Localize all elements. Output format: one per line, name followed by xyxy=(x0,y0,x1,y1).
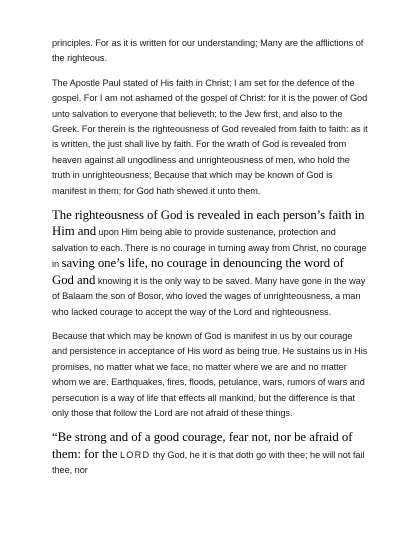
paragraph-1: principles. For as it is written for our understanding; Many are the afflictions of the righteous. xyxy=(52,38,364,64)
paragraph-2: The Apostle Paul stated of His faith in Christ; I am set for the defence of the gospel. For I am not ashamed of the gospel of Christ: for it is the power of God unto salvation to everyone that believeth; to the Jew first, and also to the Greek. For therein is the righteousness of God revealed from faith to faith: as it is written, the just shall live by faith. For the wrath of God is revealed from heaven against all ungodliness and unrighteousness of men, who hold the truth in unrighteousness; Because that which may be known of God is manifest in them; for God hath shewed it unto them. xyxy=(52,77,368,196)
paragraph-3-lead: The righteousness of God is revealed in each person’s faith in Him and xyxy=(52,208,365,239)
scripture-quote-tail: thy God, he it is that doth go with thee; he will not fail thee, nor xyxy=(52,449,365,476)
paragraph-3-body: upon Him being able to provide sustenance, protection and salvation to each. There is no courage in turning away from Christ, no courage in xyxy=(52,227,367,270)
scripture-lord: LORD xyxy=(119,449,151,460)
scripture-quote-lead: “Be strong and of a good courage, fear not, nor be afraid of them: for the xyxy=(52,430,353,461)
paragraph-3-tail: knowing it is the only way to be saved. Many have gone in the way of Balaam the son of Bosor, who loved the wages of unrighteousness, a man who lacked courage to accept the way of the Lord and righteousness. xyxy=(52,275,366,317)
paragraph-3 xyxy=(52,208,368,320)
paragraph-5 xyxy=(52,430,368,478)
paragraph-4: Because that which may be known of God is manifest in us by our courage and persistence in acceptance of His word as being true. He sustains us in His promises, no matter what we face, no matter where we are and no matter whom we are. Earthquakes, fires, floods, petulance, wars, rumors of wars and persecution is a way of life that effects all mankind, but the difference is that only those that follow the Lord are not afraid of these things. xyxy=(52,330,368,418)
paragraph-3-emphasis: saving one’s life, no courage in denouncing the word of God and xyxy=(52,256,344,287)
